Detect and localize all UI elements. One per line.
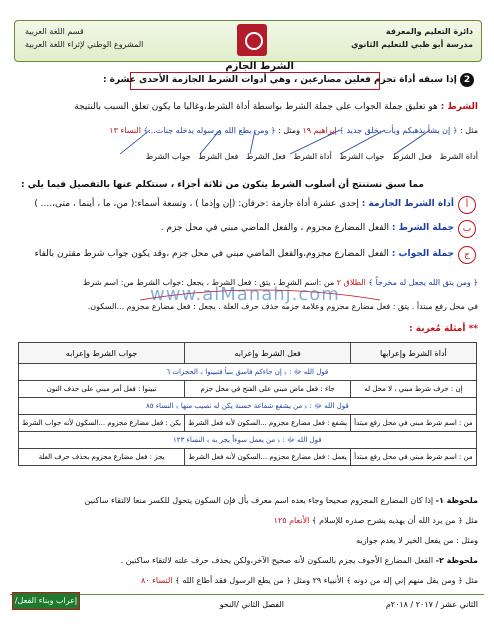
col-header-verb: فعل الشرط وإعرابه bbox=[185, 343, 351, 364]
col-header-answer: جواب الشرط وإعرابه bbox=[19, 343, 185, 364]
table-row bbox=[19, 432, 477, 449]
tools-line bbox=[34, 197, 454, 211]
label-verb-3: فعل الشرط bbox=[198, 152, 239, 161]
verse-ref: الطلاق ٢ bbox=[336, 278, 366, 287]
department-name: قسم اللغة العربية bbox=[25, 27, 84, 36]
directorate-name: دائرة التعليم والمعرفة bbox=[385, 27, 473, 36]
marker-a: أ bbox=[458, 196, 476, 214]
note-2-line bbox=[121, 554, 478, 568]
answer-term: جملة الجواب : bbox=[391, 249, 454, 259]
project-name: المشروع الوطني لإثراء اللغة العربية bbox=[25, 40, 144, 49]
parsing-table bbox=[18, 342, 477, 466]
table-cell: من : اسم شرط مبني في محل رفع مبتدأ bbox=[351, 449, 477, 466]
table-row bbox=[19, 398, 477, 415]
examples-heading: ** أمثلة مُعربة : bbox=[409, 324, 478, 334]
example-2: ﴿ ومن يطع الله ورسوله يدخله جنات...﴾ bbox=[143, 126, 276, 135]
note-2-label: ملحوظة ٢- bbox=[435, 556, 478, 565]
label-verb-2: فعل الشرط bbox=[245, 152, 286, 161]
table-row bbox=[19, 364, 477, 381]
examples-label: مثل : bbox=[460, 126, 478, 135]
table-cell: يشفع : فعل مضارع مجزوم ...السكون لأنه فعل الشرط bbox=[185, 415, 351, 432]
tools-term: أداة الشرط الجازمة : bbox=[361, 199, 454, 209]
marker-c: ج bbox=[458, 246, 476, 264]
table-cell: يعمل : فعل مضارع مجزوم ...السكون لأنه فعل الشرط bbox=[185, 449, 351, 466]
table-header-row bbox=[19, 343, 477, 364]
example-1: ﴿ إن يشأ يذهبكم ويأت بخلق جديد ﴾ bbox=[339, 126, 458, 135]
examples-and: ومثل : bbox=[278, 126, 300, 135]
note-1-example-text: مثل ﴿ من يرد الله أن يهديه يشرح صدره للإسلام ﴾ bbox=[311, 516, 478, 525]
teacher-stamp bbox=[8, 495, 48, 585]
label-answer: جواب الشرط bbox=[339, 152, 385, 161]
label-tool: أداة الشرط bbox=[439, 152, 478, 161]
note-2-example-text: مثل ﴿ ومن يقل منهم إني إله من دونه ﴾ الأنبياء ٢٩ ومثل ﴿ من يطع الرسول فقد أطاع الله ﴾ bbox=[175, 576, 478, 585]
school-name: مدرسة أبو ظبي للتعليم الثانوي bbox=[351, 40, 473, 49]
table-row bbox=[19, 381, 477, 398]
footer-subject: الفصل الثاني /النحو bbox=[219, 600, 284, 609]
note-1-line bbox=[85, 494, 478, 508]
marker-b: ب bbox=[458, 220, 476, 238]
table-cell: يجز : فعل مضارع مجزوم بحذف حرف العلة bbox=[19, 449, 185, 466]
verse-parse: من :اسم الشرط ، يتق : فعل الشرط ، يجعل :جواب الشرط من: اسم شرط bbox=[82, 278, 335, 287]
definition-term: الشرط : bbox=[440, 102, 478, 112]
note-1-text: إذا كان المضارع المجزوم صحيحا وجاء بعده اسم معرف بأل فإن السكون يتحول للكسر منعا لالتقاء ساكنين bbox=[84, 496, 434, 505]
label-tool-2: أداة الشرط bbox=[293, 152, 332, 161]
condition-line bbox=[161, 221, 454, 235]
footer-tag: إعراب وبناء الفعل/ شرح ١١ bbox=[12, 592, 80, 610]
intro-text: إذا سبقه أداة تجزم فعلين مضارعين ، وهي أدوات الشرط الجازمة الأحدى عشرة : bbox=[102, 75, 457, 85]
answer-line bbox=[35, 247, 454, 261]
table-cell: تبينوا : فعل أمر مبني على حذف النون bbox=[19, 381, 185, 398]
condition-term: جملة الشرط : bbox=[391, 223, 454, 233]
parts-labels bbox=[146, 150, 478, 164]
table-cell: قول الله ﷻ : ﴿ من يشفع شفاعة حسنة يكن له نصيب منها ﴾ النساء ٨٥ bbox=[19, 398, 477, 415]
page-footer bbox=[10, 594, 484, 615]
example-1-ref: إبراهيم ١٩ bbox=[302, 126, 337, 135]
table-cell: إن : حرف شرط مبني ، لا محل له bbox=[351, 381, 477, 398]
verse-text: ﴿ ومن يتق الله يجعل له مخرجاً ﴾ bbox=[368, 278, 478, 287]
note-1-example-2: ومثل : من يفعل الخير لا يعدم جوازيه bbox=[356, 536, 478, 545]
table-row bbox=[19, 449, 477, 466]
definition-text: هو تعليق جملة الجواب على جملة الشرط بواسطة أداة الشرط،وغالبا ما يكون تعلق السبب بالنتيجة bbox=[74, 102, 438, 112]
condition-text: الفعل المضارع مجزوم ، والفعل الماضي مبني في محل جزم . bbox=[160, 223, 390, 233]
table-cell: من : اسم شرط مبني في محل رفع مبتدأ bbox=[351, 415, 477, 432]
col-header-tool: أداة الشرط وإعرابها bbox=[351, 343, 477, 364]
table-cell: قول الله ﷻ : ﴿ من يعمل سوءاً يجز به ﴾ النساء ١٢٣ bbox=[19, 432, 477, 449]
table-row bbox=[19, 415, 477, 432]
note-1-ref: الأنعام ١٢٥ bbox=[273, 516, 310, 525]
number-badge: 2 bbox=[460, 73, 474, 87]
note-2-ref: النساء ٨٠ bbox=[141, 576, 173, 585]
table-cell: جاء : فعل ماض مبني على الفتح في محل جزم bbox=[185, 381, 351, 398]
watermark-url: www.alManahj.com bbox=[150, 284, 340, 305]
note-1-example bbox=[274, 514, 478, 528]
note-2-example bbox=[141, 574, 478, 588]
note-1-label: ملحوظة ١- bbox=[435, 496, 478, 505]
verse-parse-line: في محل رفع مبتدأ . يتق : فعل مضارع مجزوم وعلامة جزمه حذف حرف العلة . يجعل : فعل مضارع مجزوم ...السكون. bbox=[87, 302, 478, 311]
label-verb: فعل الشرط bbox=[392, 152, 432, 161]
answer-text: الفعل المضارع مجزوم،والفعل الماضي مبني في محل جزم ،وقد يكون جواب شرط مقترن بالفاء bbox=[34, 249, 389, 259]
structure-line: مما سبق نستنتج أن أسلوب الشرط يتكون من ثلاثة أجزاء ، سنتكلم عنها بالتفصيل فيما يلي : bbox=[21, 180, 424, 190]
tools-text: إحدى عشرة أداة جازمة :حرفان: (إن وإذما ) ، وتسعة أسماء:( من، ما ، أينما ، متى،.... ) bbox=[34, 199, 359, 209]
page-title: الشرط الجازم bbox=[225, 61, 294, 72]
note-2-text: الفعل المضارع الأجوف يجزم بالسكون لأنه صحيح الآخر،ولكن يحذف حرف علته لالتقاء ساكنين . bbox=[120, 556, 434, 565]
table-cell: يكن : فعل مضارع مجزوم ...السكون لأنه جواب الشرط bbox=[19, 415, 185, 432]
table-cell: قول الله ﷻ : ﴿ إن جاءكم فاسق بنبأ فتبينوا ﴾ الحجرات ٦ bbox=[19, 364, 477, 381]
label-answer-2: جواب الشرط bbox=[145, 152, 191, 161]
footer-year: الثاني عشر / ٢٠١٧ / ٢٠١٨م bbox=[385, 600, 478, 609]
example-2-ref: النساء ١٣ bbox=[109, 126, 141, 135]
